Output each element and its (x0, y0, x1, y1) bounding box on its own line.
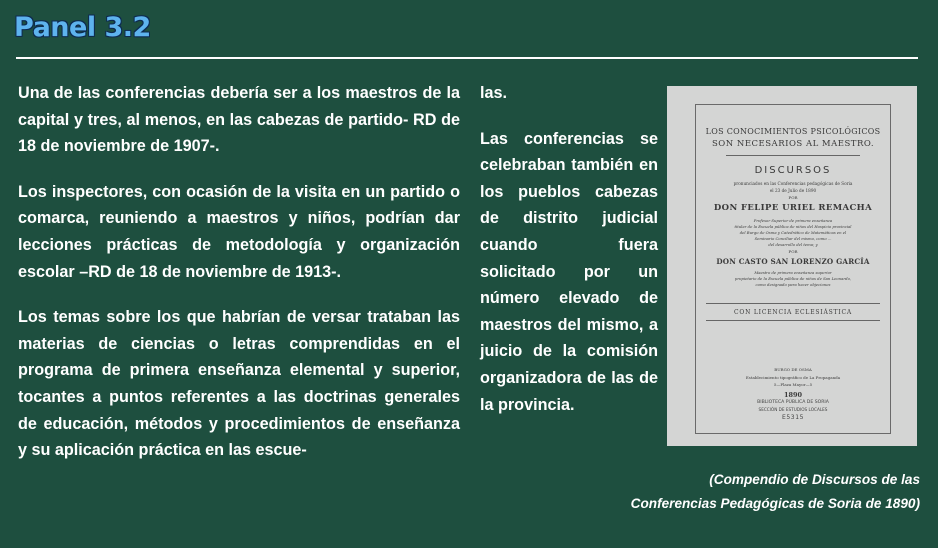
caption-line2: Conferencias Pedagógicas de Soria de 1890) (630, 496, 920, 511)
doc-discursos: DISCURSOS (754, 165, 832, 176)
left-text-column (18, 80, 460, 483)
middle-text-column (480, 80, 658, 437)
document-frame (695, 104, 891, 434)
doc-author1-desc3: del Burgo de Osma y Catedrático de Matemáticas en el (739, 230, 847, 235)
doc-author1-desc5: del desarrollo del tema; y (768, 242, 818, 247)
title-divider (16, 57, 918, 59)
doc-rule (706, 320, 880, 321)
doc-por1: POR (788, 195, 798, 200)
doc-library-stamp1: BIBLIOTECA PÚBLICA DE SORIA (757, 400, 829, 405)
doc-author1-desc4: Seminario Conciliar del mismo, como ... (754, 236, 832, 241)
image-caption (600, 468, 920, 516)
doc-library-stamp3: E5315 (781, 414, 805, 421)
paragraph-topics: Los temas sobre los que habrían de versar trataban las materias de ciencias o letras comprendidas en el programa de primera enseñanza elemental y superior, tocantes a puntos referentes a las doctrinas generales de educación, métodos y procedimientos de enseñanza y su aplicación práctica en las escue- (18, 308, 460, 460)
panel-title: Panel 3.2 (14, 12, 151, 43)
doc-place: BURGO DE OSMA (774, 367, 812, 372)
doc-subtitle2: el 23 de Julio de 1890 (769, 188, 817, 193)
caption-line1: (Compendio de Discursos de las (709, 472, 920, 487)
doc-library-stamp2: SECCIÓN DE ESTUDIOS LOCALES (758, 407, 828, 412)
doc-author1-desc1: Profesor Superior de primera enseñanza (753, 218, 833, 223)
doc-author1-desc2: titular de la Escuela pública de niños del Hospicio provincial (734, 224, 852, 229)
paragraph-continuation: las. (480, 84, 508, 102)
doc-rule (726, 155, 860, 156)
doc-license: CON LICENCIA ECLESIÁSTICA (734, 309, 852, 316)
doc-year: 1890 (783, 391, 803, 399)
doc-author1: DON FELIPE URIEL REMACHA (713, 203, 873, 213)
doc-address: 5—Plaza Mayor—5 (773, 382, 813, 387)
doc-title-line2: SON NECESARIOS AL MAESTRO. (711, 139, 875, 149)
doc-title-line1: LOS CONOCIMIENTOS PSICOLÓGICOS (705, 127, 881, 136)
doc-por2: POR (788, 249, 798, 254)
paragraph-conferences-capital: Una de las conferencias debería ser a los maestros de la capital y tres, al menos, en las cabezas de partido- RD de 18 de noviembre de 1907-. (18, 84, 460, 156)
historical-document-image (667, 86, 917, 446)
doc-author2-desc1: Maestro de primera enseñanza superior (754, 270, 832, 275)
doc-rule (706, 303, 880, 304)
doc-printer: Establecimiento tipográfico de La Propaganda (745, 375, 841, 380)
paragraph-district-conferences: Las conferencias se celebraban también en los pueblos cabezas de distrito judicial cuando fuera solicitado por un número elevado de maestros del mismo, a juicio de la comisión organizadora de las de la provincia. (480, 129, 658, 414)
paragraph-inspectors: Los inspectores, con ocasión de la visita en un partido o comarca, reuniendo a maestros y niños, podrían dar lecciones prácticas de metodología y organización escolar –RD de 18 de noviembre de 1913-. (18, 182, 460, 281)
doc-author2: DON CASTO SAN LORENZO GARCÍA (716, 257, 870, 266)
doc-author2-desc3: como designado para hacer objeciones (755, 282, 831, 287)
doc-author2-desc2: propietario de la Escuela pública de niños de San Leonardo, (734, 276, 852, 281)
doc-subtitle1: pronunciados en las Conferencias pedagógicas de Soria (733, 181, 853, 186)
